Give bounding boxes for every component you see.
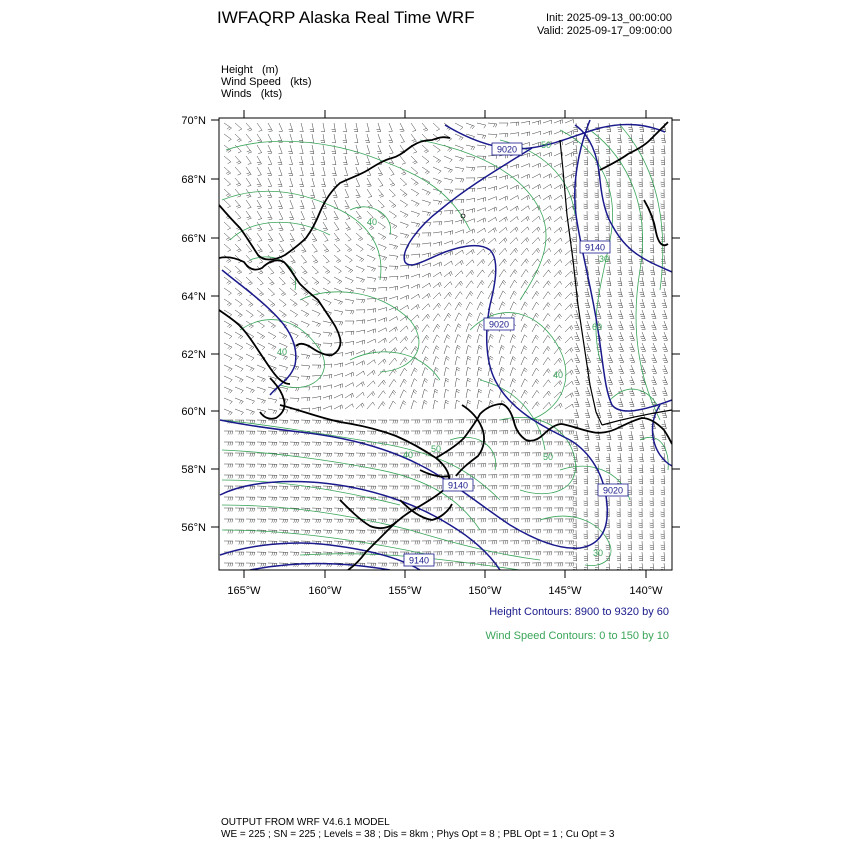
lat-label: 58°N xyxy=(181,464,206,476)
footer-line-1: OUTPUT FROM WRF V4.6.1 MODEL xyxy=(221,817,390,828)
init-time: Init: 2025-09-13_00:00:00 xyxy=(546,12,672,24)
height-contour-labels xyxy=(0,0,628,566)
wind-label: 50 xyxy=(430,444,442,454)
lon-label: 145°W xyxy=(548,585,582,597)
height-contour-caption: Height Contours: 8900 to 9320 by 60 xyxy=(489,606,669,618)
wind-label: 40 xyxy=(552,370,564,380)
wind-label: 60 xyxy=(591,322,603,332)
height-label: 9140 xyxy=(584,242,606,253)
height-contours xyxy=(220,120,672,570)
border-line xyxy=(560,140,672,425)
lat-label: 60°N xyxy=(181,406,206,418)
field-height: Height (m) xyxy=(221,64,279,76)
height-label: 9140 xyxy=(447,480,469,491)
footer-line-2: WE = 225 ; SN = 225 ; Levels = 38 ; Dis = 8km ; Phys Opt = 8 ; PBL Opt = 1 ; Cu Opt = 3 xyxy=(221,829,615,840)
wind-label: 40 xyxy=(402,450,414,460)
wind-label: 50 xyxy=(540,140,552,150)
height-label: 9020 xyxy=(488,319,510,330)
lat-ticks xyxy=(211,120,680,527)
wind-contour-caption: Wind Speed Contours: 0 to 150 by 10 xyxy=(485,630,669,642)
wind-label: 30 xyxy=(592,548,604,558)
lat-labels xyxy=(181,115,206,534)
lat-label: 64°N xyxy=(181,291,206,303)
height-label: 9020 xyxy=(602,485,624,496)
wind-label: 30 xyxy=(598,254,610,264)
field-winds: Winds (kts) xyxy=(221,88,283,100)
field-wind-speed: Wind Speed (kts) xyxy=(221,76,312,88)
lon-label: 140°W xyxy=(629,585,663,597)
plot-frame xyxy=(219,118,672,570)
lat-label: 62°N xyxy=(181,349,206,361)
height-label: 9140 xyxy=(408,555,430,566)
map-title: IWFAQRP Alaska Real Time WRF xyxy=(217,8,475,27)
lat-label: 66°N xyxy=(181,233,206,245)
lon-labels xyxy=(227,585,663,597)
lat-label: 70°N xyxy=(181,115,206,127)
lon-label: 150°W xyxy=(468,585,502,597)
lat-label: 56°N xyxy=(181,522,206,534)
valid-time: Valid: 2025-09-17_09:00:00 xyxy=(537,25,672,37)
lon-label: 160°W xyxy=(308,585,342,597)
wind-label: 40 xyxy=(276,347,288,357)
model-footer xyxy=(221,817,614,841)
lat-label: 68°N xyxy=(181,174,206,186)
wind-label: 40 xyxy=(366,217,378,227)
height-label: 9020 xyxy=(496,144,518,155)
lon-label: 165°W xyxy=(227,585,261,597)
wind-label: 50 xyxy=(542,452,554,462)
lon-label: 155°W xyxy=(388,585,422,597)
